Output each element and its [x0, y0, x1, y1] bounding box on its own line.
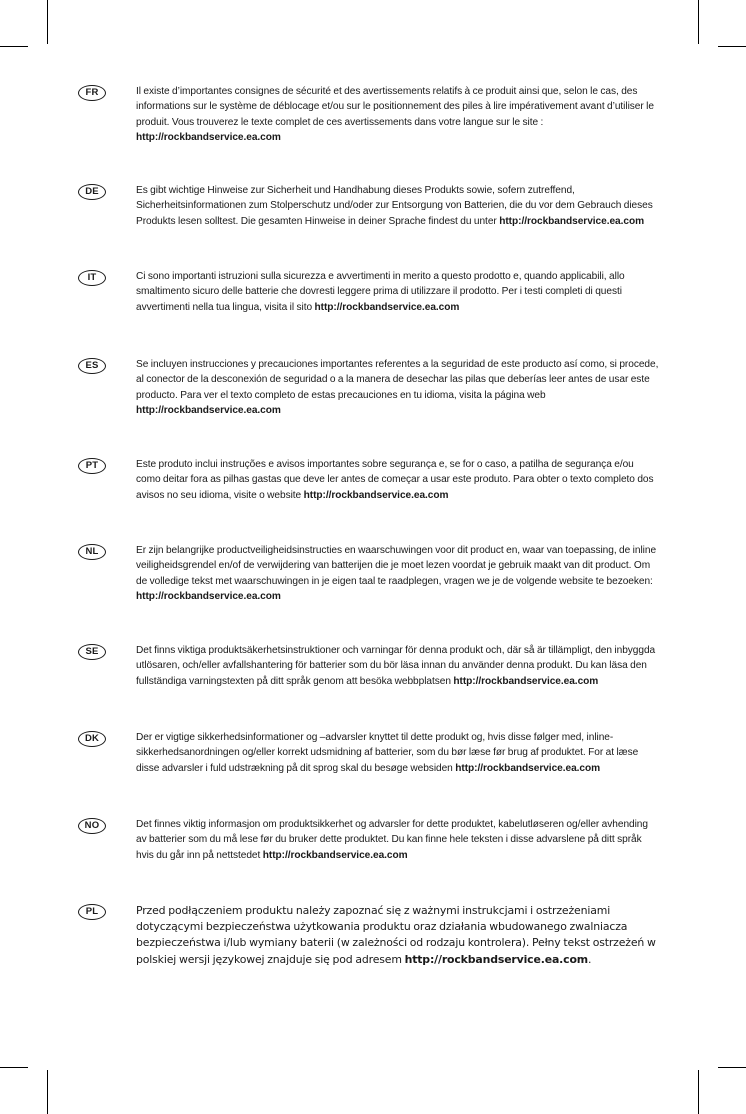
notice-text-es	[136, 357, 660, 418]
notice-body-it: Ci sono importanti istruzioni sulla sicurezza e avvertimenti in merito a questo prodotto e, quando applicabili, allo smaltimento sicuro delle batterie che dovresti leggere prima di utilizzare il prodotto. Per i testi completi di questi avvertimenti nella tua lingua, visita il sito	[136, 271, 625, 313]
language-badge-it: IT	[78, 270, 106, 286]
language-badge-pt: PT	[78, 458, 106, 474]
notice-text-pl	[136, 903, 660, 968]
crop-mark-top-right-vertical	[698, 0, 699, 44]
crop-mark-bottom-left-horizontal	[0, 1067, 28, 1068]
notice-text-dk	[136, 730, 660, 776]
crop-mark-top-left-vertical	[47, 0, 48, 44]
notice-body-es: Se incluyen instrucciones y precauciones importantes referentes a la seguridad de este producto así como, si procede, al conector de la desconexión de seguridad o a la manera de desechar las pilas que deberías leer antes de usar este producto. Para ver el texto completo de estas precauciones en tu idioma, visita la página web	[136, 359, 659, 401]
notice-body-pt: Este produto inclui instruções e avisos importantes sobre segurança e, se for o caso, a patilha de segurança e/ou como deitar fora as pilhas gastas que deve ler antes de começar a usar este produto. Para obter o texto completo dos avisos no seu idioma, visite o website	[136, 459, 654, 501]
language-badge-no: NO	[78, 818, 106, 834]
crop-mark-bottom-left-vertical	[47, 1070, 48, 1114]
language-badge-dk: DK	[78, 731, 106, 747]
notice-text-se	[136, 643, 660, 689]
language-badge-pl: PL	[78, 904, 106, 920]
notice-tail-pl: .	[587, 952, 592, 966]
service-url-nl[interactable]: http://rockbandservice.ea.com	[136, 590, 281, 602]
notice-body-fr: Il existe d’importantes consignes de sécurité et des avertissements relatifs à ce produit ainsi que, selon le cas, des informations sur le système de déblocage et/ou sur le positionnement des piles à lire impérativement avant d’utiliser le produit. Vous trouverez le texte complet de ces avertissements dans votre langue sur le site :	[136, 86, 654, 128]
notice-text-nl	[136, 543, 660, 604]
service-url-pl[interactable]: http://rockbandservice.ea.com	[404, 952, 588, 966]
notice-text-fr	[136, 84, 660, 145]
service-url-es[interactable]: http://rockbandservice.ea.com	[136, 404, 281, 416]
notice-body-se: Det finns viktiga produktsäkerhetsinstruktioner och varningar för denna produkt och, där så är tillämpligt, den inbyggda utlösaren, och/eller avfallshantering för batterier som du bör läsa innan du använder denna produkt. Du kan läsa den fullständiga varningstexten på ditt språk genom att besöka webbplatsen	[136, 645, 656, 687]
service-url-dk[interactable]: http://rockbandservice.ea.com	[455, 762, 601, 774]
notice-body-pl: Przed podłączeniem produktu należy zapoznać się z ważnymi instrukcjami i ostrzeżeniami dotyczącymi bezpieczeństwa użytkowania produktu oraz działania wbudowanego zwalniacza bezpieczeństwa i/lub wymiany baterii (w zależności od rodzaju kontrolera). Pełny tekst ostrzeżeń w polskiej wersji językowej znajduje się pod adresem	[136, 904, 656, 966]
notice-text-pt	[136, 457, 660, 503]
service-url-se[interactable]: http://rockbandservice.ea.com	[453, 675, 599, 687]
language-badge-fr: FR	[78, 85, 106, 101]
service-url-pt[interactable]: http://rockbandservice.ea.com	[303, 489, 449, 501]
notice-text-no	[136, 817, 660, 863]
service-url-de[interactable]: http://rockbandservice.ea.com	[499, 215, 645, 227]
service-url-it[interactable]: http://rockbandservice.ea.com	[314, 301, 460, 313]
service-url-no[interactable]: http://rockbandservice.ea.com	[262, 849, 408, 861]
notice-body-de: Es gibt wichtige Hinweise zur Sicherheit und Handhabung dieses Produkts sowie, sofern zutreffend, Sicherheitsinformationen zum Stolperschutz und/oder zur Entsorgung von Batterien, die du vor dem Gebrauch dieses Produkts lesen solltest. Die gesamten Hinweise in deiner Sprache findest du unter	[136, 185, 653, 227]
language-badge-se: SE	[78, 644, 106, 660]
language-badge-es: ES	[78, 358, 106, 374]
language-badge-de: DE	[78, 184, 106, 200]
notice-body-nl: Er zijn belangrijke productveiligheidsinstructies en waarschuwingen voor dit product en, waar van toepassing, de inline veiligheidsgrendel en/of de verwijdering van batterijen die je moet lezen voordat je gebruik maakt van dit product. Om de volledige tekst met waarschuwingen in je eigen taal te raadplegen, vragen we je de volgende website te bezoeken:	[136, 545, 657, 587]
notice-text-it	[136, 269, 660, 315]
service-url-fr[interactable]: http://rockbandservice.ea.com	[136, 131, 281, 143]
notice-body-no: Det finnes viktig informasjon om produktsikkerhet og advarsler for dette produktet, kabelutløseren og/eller avhending av batterier som du må lese før du bruker dette produktet. Du kan finne hele teksten i disse advarslene på ditt språk hvis du går inn på nettstedet	[136, 819, 648, 861]
crop-mark-top-left-horizontal	[0, 46, 28, 47]
crop-mark-bottom-right-vertical	[698, 1070, 699, 1114]
notice-text-de	[136, 183, 660, 229]
crop-mark-bottom-right-horizontal	[718, 1067, 746, 1068]
language-badge-nl: NL	[78, 544, 106, 560]
notice-body-dk: Der er vigtige sikkerhedsinformationer og –advarsler knyttet til dette produkt og, hvis disse følger med, inline-sikkerhedsanordningen og/eller korrekt udsmidning af batterier, som du bør læse før brug af produktet. For at læse disse advarsler i fuld udstrækning på dit sprog skal du besøge websiden	[136, 732, 639, 774]
crop-mark-top-right-horizontal	[718, 46, 746, 47]
